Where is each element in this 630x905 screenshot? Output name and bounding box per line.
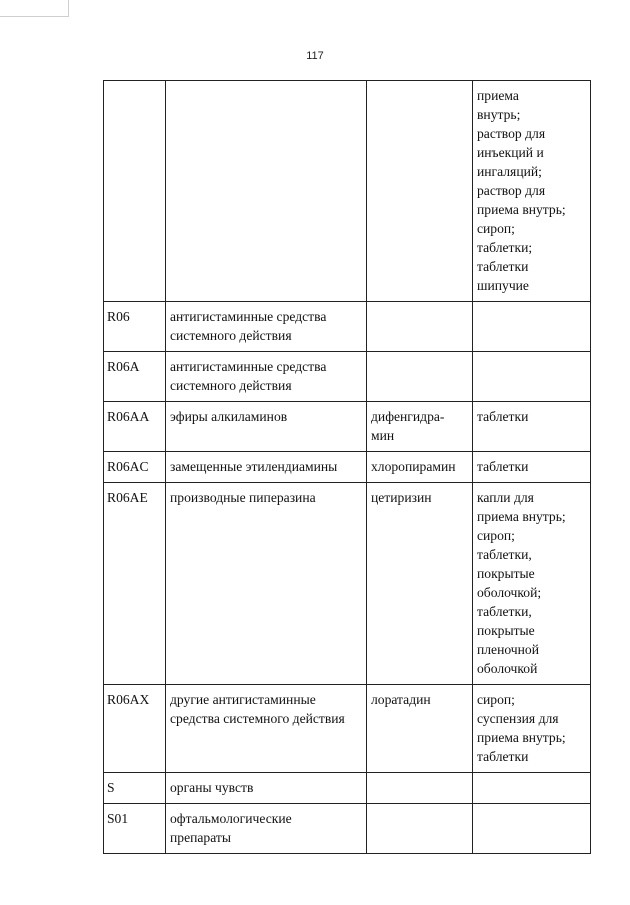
drug-name-cell <box>367 773 473 804</box>
group-name-cell: эфиры алкиламинов <box>166 402 367 452</box>
table-row <box>104 81 591 302</box>
atc-code-cell: S01 <box>104 804 166 854</box>
table-row <box>104 352 591 402</box>
drug-name-cell: цетиризин <box>367 483 473 685</box>
group-name-cell: замещенные этилендиамины <box>166 452 367 483</box>
atc-code-cell: R06AX <box>104 685 166 773</box>
table-row <box>104 483 591 685</box>
atc-code-cell: R06AA <box>104 402 166 452</box>
drug-name-cell: дифенгидра- мин <box>367 402 473 452</box>
atc-code-cell <box>104 81 166 302</box>
dosage-forms-cell: таблетки <box>473 452 591 483</box>
dosage-forms-cell <box>473 773 591 804</box>
group-name-cell <box>166 81 367 302</box>
drug-name-cell <box>367 302 473 352</box>
dosage-forms-cell: таблетки <box>473 402 591 452</box>
table-row <box>104 773 591 804</box>
dosage-forms-cell <box>473 302 591 352</box>
drug-classification-table <box>103 80 591 854</box>
page-number: 117 <box>306 50 324 62</box>
atc-code-cell: R06AE <box>104 483 166 685</box>
table-row <box>104 452 591 483</box>
atc-code-cell: R06 <box>104 302 166 352</box>
group-name-cell: органы чувств <box>166 773 367 804</box>
drug-name-cell: лоратадин <box>367 685 473 773</box>
group-name-cell: офтальмологические препараты <box>166 804 367 854</box>
dosage-forms-cell: сироп; суспензия для приема внутрь; таблетки <box>473 685 591 773</box>
table-row <box>104 804 591 854</box>
table-row <box>104 302 591 352</box>
atc-code-cell: R06AC <box>104 452 166 483</box>
atc-code-cell: R06A <box>104 352 166 402</box>
table-row <box>104 685 591 773</box>
table-row <box>104 402 591 452</box>
group-name-cell: антигистаминные средства системного действия <box>166 352 367 402</box>
group-name-cell: антигистаминные средства системного действия <box>166 302 367 352</box>
scan-corner-mark <box>0 0 69 17</box>
drug-name-cell <box>367 804 473 854</box>
dosage-forms-cell <box>473 352 591 402</box>
dosage-forms-cell <box>473 804 591 854</box>
drug-name-cell <box>367 81 473 302</box>
group-name-cell: другие антигистаминные средства системного действия <box>166 685 367 773</box>
dosage-forms-cell: капли для приема внутрь; сироп; таблетки, покрытые оболочкой; таблетки, покрытые пленочной оболочкой <box>473 483 591 685</box>
group-name-cell: производные пиперазина <box>166 483 367 685</box>
drug-name-cell <box>367 352 473 402</box>
dosage-forms-cell: приема внутрь; раствор для инъекций и ингаляций; раствор для приема внутрь; сироп; таблетки; таблетки шипучие <box>473 81 591 302</box>
drug-name-cell: хлоропирамин <box>367 452 473 483</box>
atc-code-cell: S <box>104 773 166 804</box>
